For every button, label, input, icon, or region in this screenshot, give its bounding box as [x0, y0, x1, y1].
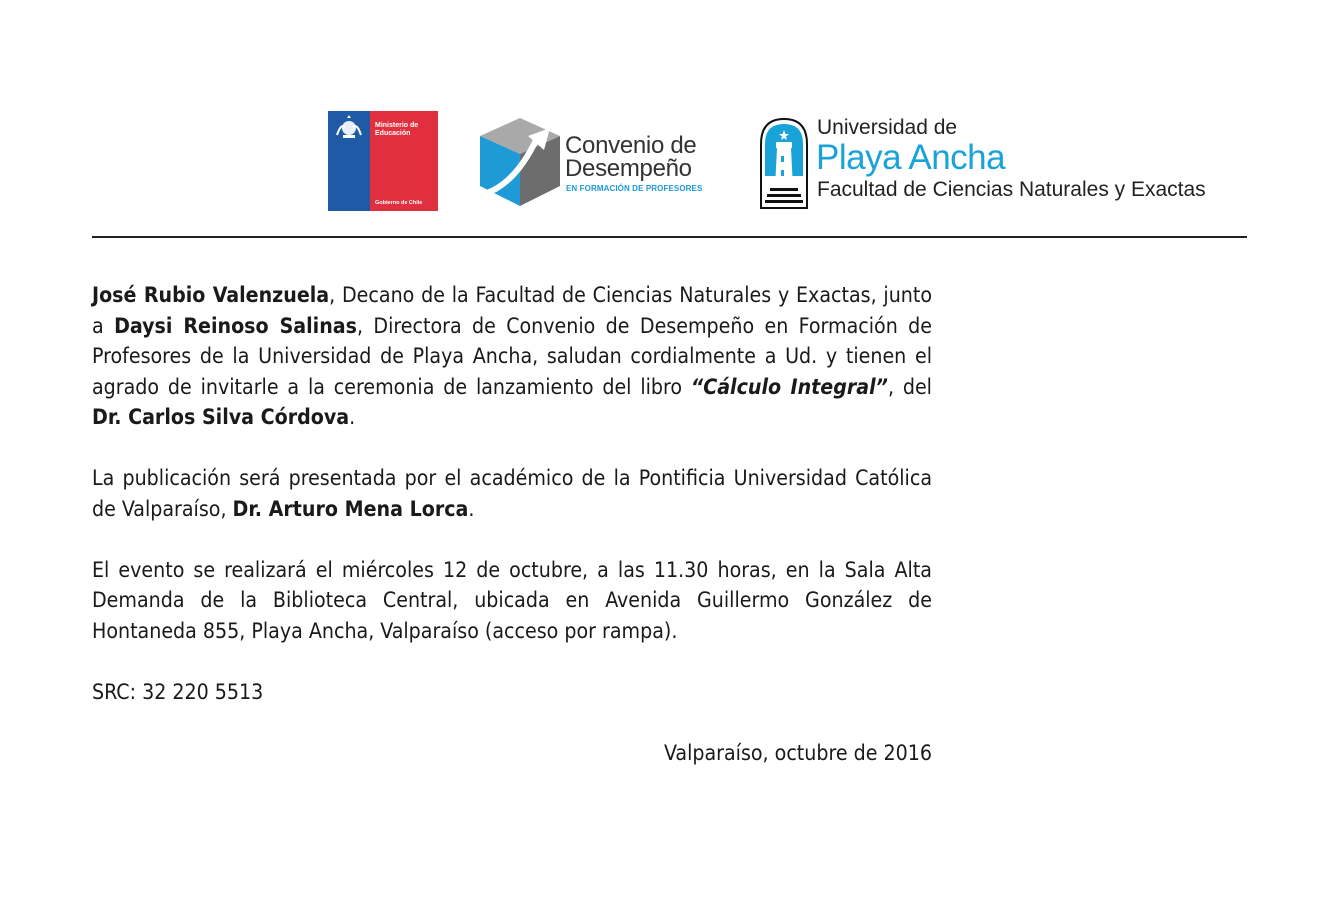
chile-crest-icon — [333, 115, 365, 143]
logo-blue-band — [328, 111, 370, 211]
dean-name: José Rubio Valenzuela — [92, 282, 330, 307]
text-segment: , Decano de la Facultad de Ciencias Naturales y Exactas, junto a — [92, 282, 932, 338]
paragraph-invitation — [92, 280, 932, 433]
text-segment: . — [349, 404, 356, 429]
ministerio-name — [375, 122, 418, 138]
text-segment: . — [468, 495, 475, 521]
convenio-tagline: EN FORMACIÓN DE PROFESORES — [566, 184, 703, 193]
book-title: “Cálculo Integral” — [690, 373, 888, 399]
logo-header — [0, 108, 1339, 218]
upla-line1: Universidad de — [817, 116, 958, 139]
convenio-line2: Desempeño — [565, 155, 692, 182]
author-name: Dr. Carlos Silva Córdova — [92, 404, 350, 429]
text-segment: , del — [887, 373, 932, 399]
invitation-body — [92, 280, 932, 799]
signature-date: Valparaíso, octubre de 2016 — [664, 739, 932, 765]
lighthouse-icon — [758, 116, 810, 212]
upla-line3: Facultad de Ciencias Naturales y Exactas — [817, 178, 1206, 201]
ministerio-line2: Educación — [375, 130, 411, 137]
convenio-desempeno-logo — [476, 114, 716, 214]
contact-phone: SRC: 32 220 5513 — [92, 678, 264, 704]
convenio-line1: Convenio de — [565, 132, 697, 159]
gobierno-label: Gobierno de Chile — [375, 200, 423, 206]
upla-logo — [758, 116, 1258, 216]
paragraph-event-details: El evento se realizará el miércoles 12 de octubre, a las 11.30 horas, en la Sala Alta Demanda de la Biblioteca Central, ubicada en Avenida Guillermo González de Hontaneda 855, Playa Ancha, Valparaíso (acceso por rampa). — [92, 556, 932, 643]
upla-line2: Playa Ancha — [816, 138, 1006, 177]
logo-red-band — [370, 111, 438, 211]
presenter-name: Dr. Arturo Mena Lorca — [232, 495, 469, 521]
ministerio-line1: Ministerio de — [375, 122, 419, 129]
header-divider — [92, 236, 1247, 238]
cube-arrow-icon — [476, 114, 566, 214]
text-segment: , Directora de Convenio de Desempeño en Formación de Profesores de la Universidad de Playa Ancha, saludan cordialmente a Ud. y tienen el agrado de invitarle a la ceremonia de lanzamiento del libro — [92, 312, 932, 399]
text-segment: La publicación será presentada por el académico de la Pontificia Universidad Católica de Valparaíso, — [92, 465, 932, 521]
director-name: Daysi Reinoso Salinas — [114, 312, 357, 338]
ministerio-educacion-logo — [328, 111, 438, 211]
paragraph-presenter — [92, 463, 932, 524]
